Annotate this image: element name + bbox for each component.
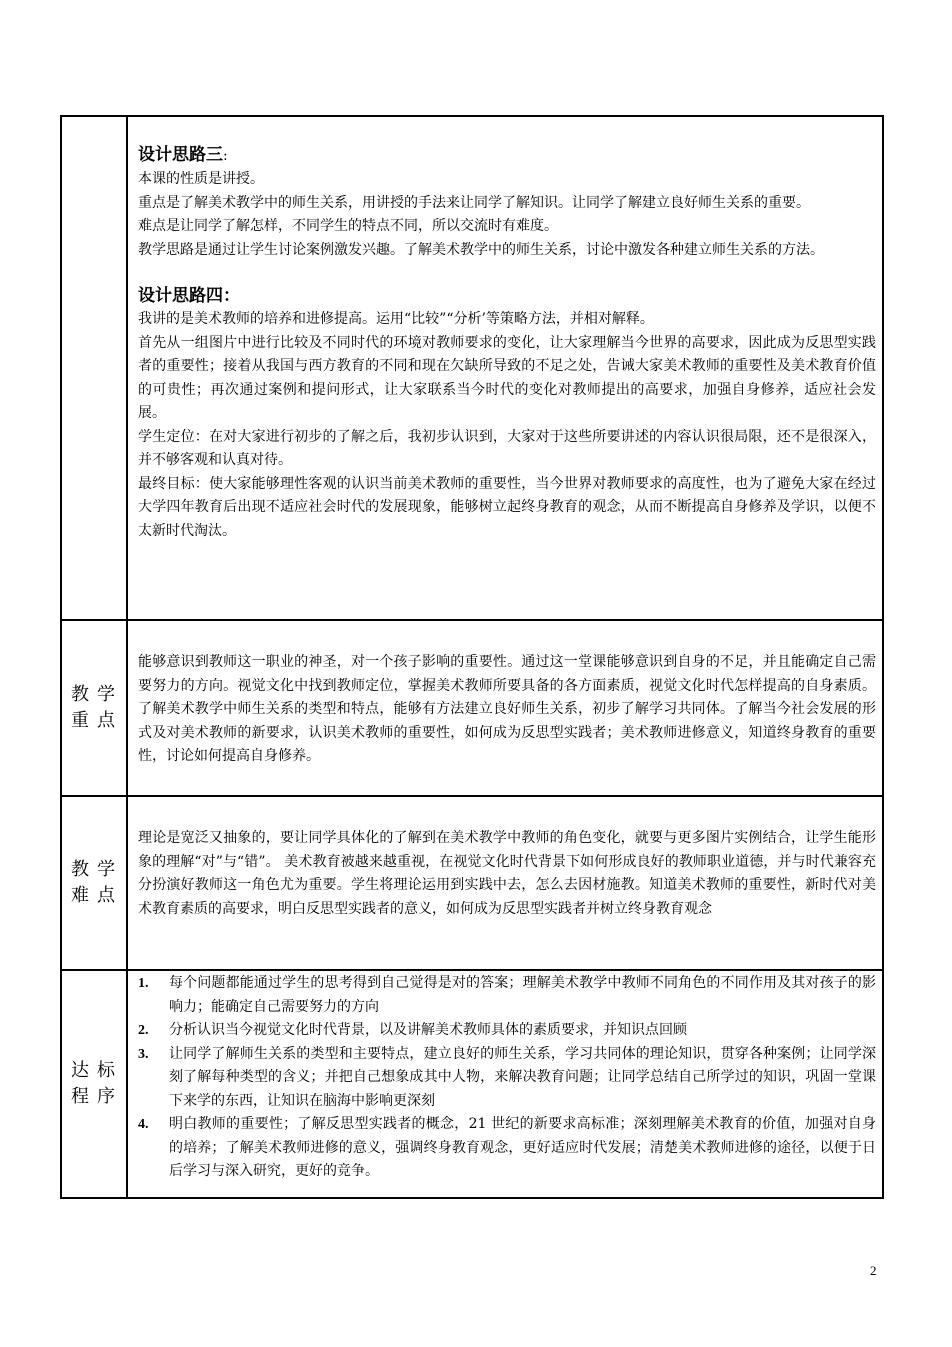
section-title-text: 设计思路三 bbox=[138, 145, 223, 165]
section-title-punct: : bbox=[223, 148, 228, 164]
label-line: 重点 bbox=[71, 710, 123, 731]
label-line: 程序 bbox=[71, 1086, 123, 1107]
difficulties-cell bbox=[127, 796, 883, 970]
design-ideas-cell bbox=[127, 116, 883, 620]
design-idea-three bbox=[138, 117, 876, 262]
section-title bbox=[138, 143, 876, 168]
procedure-list bbox=[138, 971, 876, 1184]
label-line: 教学 bbox=[71, 859, 123, 880]
item-text: 每个问题都能通过学生的思考得到自己觉得是对的答案；理解美术教学中教师不同角色的不同作用及其对孩子的影响力；能确定自己需要努力的方向 bbox=[169, 975, 876, 1015]
paragraph: 教学思路是通过让学生讨论案例激发兴趣。了解美术教学中的师生关系，讨论中激发各种建立师生关系的方法。 bbox=[138, 241, 824, 258]
list-item bbox=[138, 1019, 876, 1043]
list-item bbox=[138, 1113, 876, 1184]
key-points-cell bbox=[127, 620, 883, 796]
label-line: 达标 bbox=[71, 1060, 123, 1081]
paragraph: 最终目标：使大家能够理性客观的认识当前美术教师的重要性，当今世界对教师要求的高度性，也为了避免大家在经过大学四年教育后出现不适应社会时代的发展现象，能够树立起终身教育的观念，从而不断提高自身修养及学识，以便不太新时代淘汰。 bbox=[138, 475, 876, 539]
list-item bbox=[138, 1043, 876, 1114]
procedure-label bbox=[61, 970, 127, 1198]
item-text: 分析认识当今视觉文化时代背景，以及讲解美术教师具体的素质要求，并知识点回顾 bbox=[169, 1022, 687, 1038]
design-ideas-row bbox=[61, 116, 883, 620]
procedure-row bbox=[61, 970, 883, 1198]
label-line: 难点 bbox=[71, 885, 123, 906]
label-line: 教学 bbox=[71, 684, 123, 705]
lesson-plan-table bbox=[60, 115, 884, 1199]
design-idea-four bbox=[138, 284, 876, 543]
paragraph: 学生定位：在对大家进行初步的了解之后，我初步认识到，大家对于这些所要讲述的内容认识很局限，还不是很深入，并不够客观和认真对待。 bbox=[138, 428, 876, 468]
key-points-text: 能够意识到教师这一职业的神圣，对一个孩子影响的重要性。通过这一堂课能够意识到自身的不足，并且能确定自己需要努力的方向。视觉文化中找到教师定位，掌握美术教师所要具备的各方面素质，视觉文化时代怎样提高的自身素质。了解美术教学中师生关系的类型和特点，能够有方法建立良好师生关系，初步了解学习共同体。了解当今社会发展的形式及对美术教师的新要求，认识美术教师的重要性，如何成为反思型实践者；美术教师进修意义，知道终身教育的重要性，讨论如何提高自身修养。 bbox=[138, 654, 876, 764]
item-text: 明白教师的重要性；了解反思型实践者的概念，21 世纪的新要求高标准；深刻理解美术教育的价值，加强对自身的培养；了解美术教师进修的意义，强调终身教育观念，更好适应时代发展；清楚美术教师进修的途径，以便于日后学习与深入研究，更好的竞争。 bbox=[169, 1116, 876, 1179]
item-number: 1. bbox=[138, 976, 149, 991]
item-number: 4. bbox=[138, 1117, 149, 1132]
item-text: 让同学了解师生关系的类型和主要特点，建立良好的师生关系，学习共同体的理论知识，贯穿各种案例；让同学深刻了解每种类型的含义；并把自己想象成其中人物，来解决教育问题；让同学总结自己所学过的知识，巩固一堂课下来学的东西，让知识在脑海中影响更深刻 bbox=[169, 1045, 876, 1109]
key-points-label bbox=[61, 620, 127, 796]
paragraph: 首先从一组图片中进行比较及不同时代的环境对教师要求的变化，让大家理解当今世界的高要求，因此成为反思型实践者的重要性；接着从我国与西方教育的不同和现在欠缺所导致的不足之处，告诫大家美术教师的重要性及美术教育价值的可贵性；再次通过案例和提问形式，让大家联系当今时代的变化对教师提出的高要求，加强自身修养，适应社会发展。 bbox=[138, 334, 876, 421]
paragraph: 本课的性质是讲授。 bbox=[138, 171, 264, 187]
empty-label-cell bbox=[61, 116, 127, 620]
paragraph: 重点是了解美术教学中的师生关系，用讲授的手法来让同学了解知识。让同学了解建立良好师生关系的重要。 bbox=[138, 194, 810, 211]
procedure-cell bbox=[127, 970, 883, 1198]
paragraph: 难点是让同学了解怎样，不同学生的特点不同，所以交流时有难度。 bbox=[138, 218, 558, 234]
item-number: 3. bbox=[138, 1046, 149, 1062]
item-number: 2. bbox=[138, 1023, 149, 1038]
key-points-row bbox=[61, 620, 883, 796]
difficulties-label bbox=[61, 796, 127, 970]
list-item bbox=[138, 972, 876, 1019]
paragraph: 我讲的是美术教师的培养和进修提高。运用“比较”“分析’等策略方法，并相对解释。 bbox=[138, 311, 654, 327]
section-title: 设计思路四： bbox=[138, 286, 240, 306]
difficulties-row bbox=[61, 796, 883, 970]
difficulties-text: 理论是宽泛又抽象的，要让同学具体化的了解到在美术教学中教师的角色变化，就要与更多图片实例结合，让学生能形象的理解“对”与“错”。 美术教育被越来越重视，在视觉文化时代背景下如何形成良好的教师职业道德，并与时代兼容充分扮演好教师这一角色尤为重要。学生将理论运用到实践中去，怎么去因材施教。知道美术教师的重要性，新时代对美术教育素质的高要求，明白反思型实践者的意义，如何成为反思型实践者并树立终身教育观念 bbox=[138, 830, 876, 917]
page-number: 2 bbox=[870, 1263, 877, 1278]
